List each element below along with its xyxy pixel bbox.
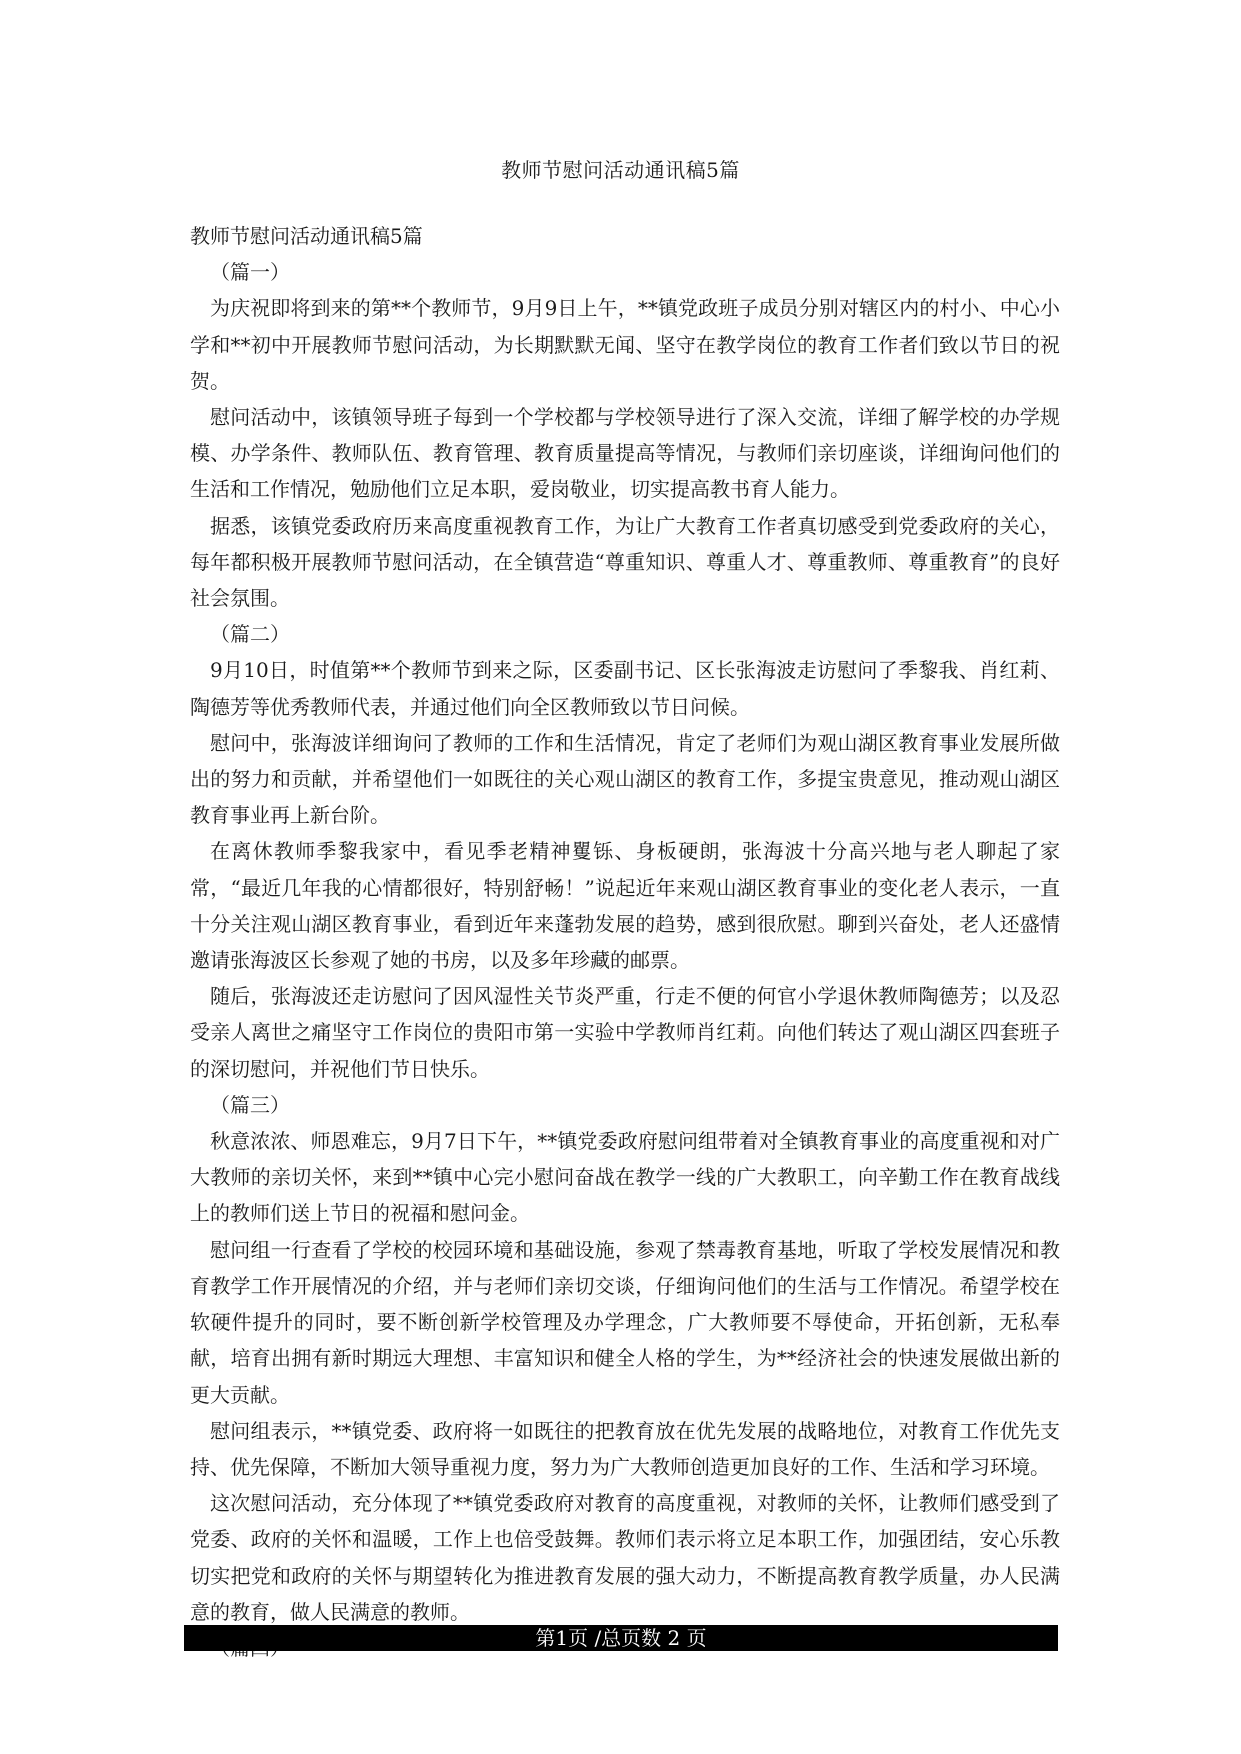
paragraph: 慰问中，张海波详细询问了教师的工作和生活情况，肯定了老师们为观山湖区教育事业发展所做出的努力和贡献，并希望他们一如既往的关心观山湖区的教育工作，多提宝贵意见，推动观山湖区教育事业再上新台阶。 bbox=[190, 730, 1060, 828]
section-heading-1: （篇一） bbox=[210, 260, 290, 285]
paragraph: 9月10日，时值第**个教师节到来之际，区委副书记、区长张海波走访慰问了季黎我、肖红莉、陶德芳等优秀教师代表，并通过他们向全区教师致以节日问候。 bbox=[190, 658, 1060, 719]
paragraph: 秋意浓浓、师恩难忘，9月7日下午，**镇党委政府慰问组带着对全镇教育事业的高度重视和对广大教师的亲切关怀，来到**镇中心完小慰问奋战在教学一线的广大教职工，向辛勤工作在教育战线上的教师们送上节日的祝福和慰问金。 bbox=[190, 1129, 1060, 1226]
paragraph: 慰问活动中，该镇领导班子每到一个学校都与学校领导进行了深入交流，详细了解学校的办学规模、办学条件、教师队伍、教育管理、教育质量提高等情况，与教师们亲切座谈，详细询问他们的生活和工作情况，勉励他们立足本职，爱岗敬业，切实提高教书育人能力。 bbox=[190, 405, 1060, 502]
paragraph: 在离休教师季黎我家中，看见季老精神矍铄、身板硬朗，张海波十分高兴地与老人聊起了家常，“最近几年我的心情都很好，特别舒畅！”说起近年来观山湖区教育事业的变化老人表示，一直十分关注观山湖区教育事业，看到近年来蓬勃发展的趋势，感到很欣慰。聊到兴奋处，老人还盛情邀请张海波区长参观了她的书房，以及多年珍藏的邮票。 bbox=[190, 839, 1060, 973]
paragraph: 这次慰问活动，充分体现了**镇党委政府对教育的高度重视，对教师的关怀，让教师们感受到了党委、政府的关怀和温暖，工作上也倍受鼓舞。教师们表示将立足本职工作，加强团结，安心乐教切实把党和政府的关怀与期望转化为推进教育发展的强大动力，不断提高教育教学质量，办人民满意的教育，做人民满意的教师。 bbox=[190, 1491, 1060, 1624]
paragraph: 为庆祝即将到来的第**个教师节，9月9日上午，**镇党政班子成员分别对辖区内的村小、中心小学和**初中开展教师节慰问活动，为长期默默无闻、坚守在教学岗位的教育工作者们致以节日的祝贺。 bbox=[190, 296, 1060, 393]
section-heading-3: （篇三） bbox=[210, 1092, 290, 1117]
paragraph: 据悉，该镇党委政府历来高度重视教育工作，为让广大教育工作者真切感受到党委政府的关心，每年都积极开展教师节慰问活动，在全镇营造“尊重知识、尊重人才、尊重教师、尊重教育”的良好社会氛围。 bbox=[190, 513, 1060, 611]
paragraph: 慰问组一行查看了学校的校园环境和基础设施，参观了禁毒教育基地，听取了学校发展情况和教育教学工作开展情况的介绍，并与老师们亲切交谈，仔细询问他们的生活与工作情况。希望学校在软硬件提升的同时，要不断创新学校管理及办学理念，广大教师要不辱使命，开拓创新，无私奉献，培育出拥有新时期远大理想、丰富知识和健全人格的学生，为**经济社会的快速发展做出新的更大贡献。 bbox=[190, 1237, 1060, 1407]
document-body bbox=[190, 218, 1060, 1666]
paragraph: 随后，张海波还走访慰问了因风湿性关节炎严重，行走不便的何官小学退休教师陶德芳；以及忍受亲人离世之痛坚守工作岗位的贵阳市第一实验中学教师肖红莉。向他们转达了观山湖区四套班子的深切慰问，并祝他们节日快乐。 bbox=[190, 984, 1060, 1081]
document-subtitle: 教师节慰问活动通讯稿5篇 bbox=[190, 224, 423, 248]
page-footer bbox=[184, 1625, 1058, 1651]
section-heading-2: （篇二） bbox=[210, 622, 290, 647]
paragraph: 慰问组表示，**镇党委、政府将一如既往的把教育放在优先发展的战略地位，对教育工作优先支持、优先保障，不断加大领导重视力度，努力为广大教师创造更加良好的工作、生活和学习环境。 bbox=[190, 1418, 1060, 1479]
page-title: 教师节慰问活动通讯稿5篇 bbox=[501, 158, 740, 182]
page-number-label: 第1页 /总页数 2 页 bbox=[535, 1626, 707, 1650]
